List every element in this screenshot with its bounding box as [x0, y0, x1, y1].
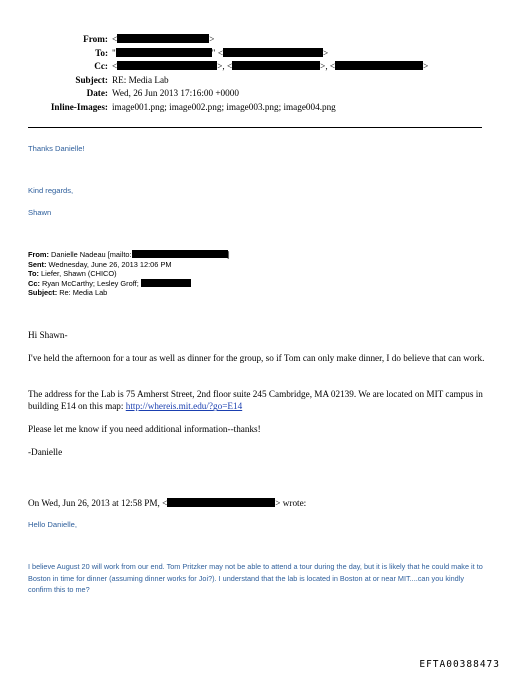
date-label: Date: [86, 88, 108, 98]
subject-value: RE: Media Lab [112, 74, 169, 85]
redaction-box [232, 61, 320, 70]
from-value [112, 33, 214, 46]
header-cc-row [0, 60, 512, 74]
to-label: To: [95, 47, 108, 58]
date-value: Wed, 26 Jun 2013 17:16:00 +0000 [112, 88, 239, 98]
quote-intro [28, 497, 488, 509]
header-subject-row [0, 74, 512, 88]
document-id: EFTA00388473 [419, 659, 500, 670]
redaction-box [132, 250, 228, 258]
email-header [0, 33, 512, 114]
fwd-sent-label: Sent: [28, 259, 47, 269]
subject-label: Subject: [75, 74, 108, 85]
to-mid: " < [211, 47, 223, 58]
body-paragraph-1: I've held the afternoon for a tour as well as dinner for the group, so if Tom can only make dinner, I do believe that can work. [28, 353, 485, 363]
quoted-hello: Hello Danielle, [28, 520, 77, 529]
redaction-box [117, 61, 217, 70]
redaction-box [335, 61, 423, 70]
inline-images-label: Inline-Images: [50, 101, 108, 112]
header-from-row [0, 33, 512, 47]
body-greeting: Hi Shawn- [28, 330, 68, 340]
fwd-subject-row [28, 288, 230, 298]
redaction-box [116, 48, 212, 57]
quote-intro-end: > wrote: [275, 498, 307, 508]
header-inline-images-row [0, 101, 512, 115]
from-open: < [112, 34, 118, 44]
fwd-from-label: From: [28, 250, 49, 259]
cc-value [112, 60, 428, 73]
forwarded-header [28, 250, 230, 298]
redaction-box [223, 48, 323, 57]
fwd-cc-value: Ryan McCarthy; Lesley Groff; [41, 278, 139, 288]
fwd-sent-row [28, 260, 230, 270]
header-to-row [0, 47, 512, 61]
body-signoff: -Danielle [28, 447, 63, 457]
body-paragraph-3: Please let me know if you need additional information--thanks! [28, 424, 261, 434]
inline-images-value: image001.png; image002.png; image003.png; image004.png [112, 101, 336, 112]
redaction-box [117, 34, 209, 43]
fwd-subject-value: Re: Media Lab [59, 288, 108, 298]
quote-intro-text: On Wed, Jun 26, 2013 at 12:58 PM, < [28, 498, 168, 508]
fwd-to-value: Liefer, Shawn (CHICO) [41, 269, 117, 279]
cc-label: Cc: [94, 61, 108, 71]
reply-regards: Kind regards, [28, 186, 74, 195]
from-close: > [209, 34, 215, 44]
header-date-row [0, 87, 512, 101]
fwd-to-label: To: [28, 269, 39, 279]
cc-mid2: >, < [320, 61, 336, 71]
redaction-box [141, 279, 191, 287]
fwd-from-row [28, 250, 230, 260]
fwd-cc-row [28, 279, 230, 289]
fwd-from-close: ] [227, 250, 230, 259]
cc-open: < [112, 61, 118, 71]
reply-thanks: Thanks Danielle! [28, 144, 85, 153]
body-p2-text: The address for the Lab is 75 Amherst Street, 2nd floor suite 245 Cambridge, MA 02139. We are located on MIT campus in building E14 on this map: [28, 389, 483, 412]
to-value [112, 47, 328, 60]
fwd-from-value: Danielle Nadeau [mailto: [51, 250, 132, 259]
quoted-paragraph: I believe August 20 will work from our end. Tom Pritzker may not be able to attend a tour during the day, but it is likely that he could make it to Boston in time for dinner (assuming dinner works for Joi?). I understand that the lab is located in Boston at or near MIT....can you kindly confirm this to me? [28, 562, 483, 595]
redaction-box [167, 498, 275, 507]
header-divider [28, 127, 482, 128]
fwd-sent-value: Wednesday, June 26, 2013 12:06 PM [48, 259, 172, 269]
fwd-subject-label: Subject: [28, 288, 58, 298]
to-open: " [112, 47, 116, 58]
map-link[interactable]: http://whereis.mit.edu/?go=E14 [125, 401, 243, 412]
fwd-to-row [28, 269, 230, 279]
from-label: From: [83, 34, 108, 44]
body-paragraph-2 [28, 388, 488, 413]
cc-close: > [423, 61, 429, 71]
reply-signature: Shawn [28, 208, 52, 217]
to-close: > [323, 47, 329, 58]
fwd-cc-label: Cc: [28, 278, 40, 288]
cc-mid1: >, < [217, 61, 233, 71]
